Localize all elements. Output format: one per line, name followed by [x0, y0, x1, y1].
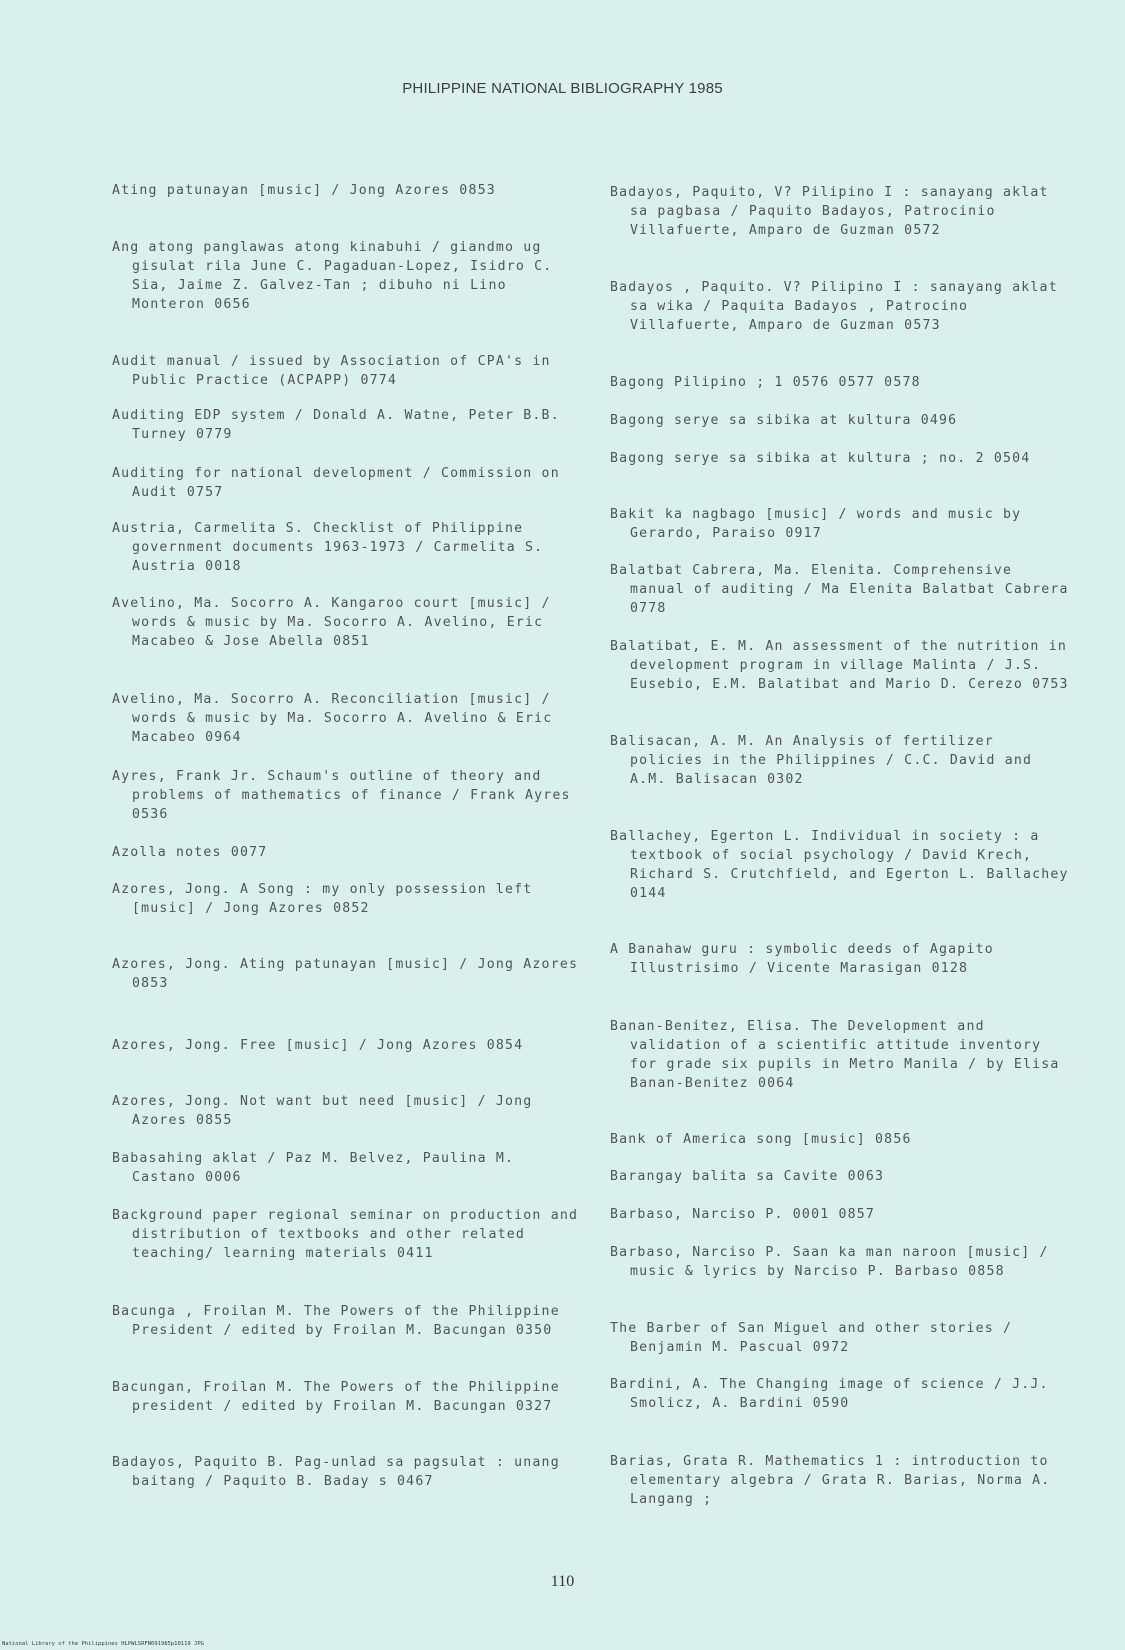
bibliography-entry: A Banahaw guru : symbolic deeds of Agapito Illustrisimo / Vicente Marasigan 0128: [610, 942, 994, 976]
bibliography-entry: Balatbat Cabrera, Ma. Elenita. Comprehensive manual of auditing / Ma Elenita Balatbat Cabrera 0778: [610, 563, 1069, 616]
bibliography-entry: Azores, Jong. A Song : my only possession left [music] / Jong Azores 0852: [112, 882, 533, 916]
bibliography-entry: Badayos, Paquito, V? Pilipino I : sanayang aklat sa pagbasa / Paquito Badayos, Patrocinio Villafuerte, Amparo de Guzman 0572: [610, 185, 1049, 238]
bibliography-entry: Bacunga , Froilan M. The Powers of the Philippine President / edited by Froilan M. Bacungan 0350: [112, 1304, 560, 1338]
bibliography-entry: Austria, Carmelita S. Checklist of Philippine government documents 1963-1973 / Carmelita S. Austria 0018: [112, 521, 544, 574]
bibliography-entry: Azores, Jong. Ating patunayan [music] / Jong Azores 0853: [112, 957, 579, 991]
bibliography-entry: Bagong serye sa sibika at kultura 0496: [610, 413, 958, 428]
bibliography-entry: Bank of America song [music] 0856: [610, 1132, 912, 1147]
bibliography-entry: Auditing for national development / Commission on Audit 0757: [112, 466, 560, 500]
footer-note: National Library of the Philippines HLPWLSRFN091985p10119 JPG: [2, 1641, 204, 1647]
bibliography-entry: Barbaso, Narciso P. 0001 0857: [610, 1207, 876, 1222]
bibliography-entry: Bardini, A. The Changing image of science / J.J. Smolicz, A. Bardini 0590: [610, 1377, 1049, 1411]
bibliography-entry: Balisacan, A. M. An Analysis of fertilizer policies in the Philippines / C.C. David and A.M. Balisacan 0302: [610, 734, 1033, 787]
bibliography-entry: Ayres, Frank Jr. Schaum's outline of theory and problems of mathematics of finance / Frank Ayres 0536: [112, 769, 571, 822]
bibliography-entry: Barangay balita sa Cavite 0063: [610, 1169, 885, 1184]
bibliography-entry: Barbaso, Narciso P. Saan ka man naroon [music] / music & lyrics by Narciso P. Barbaso 0858: [610, 1245, 1049, 1279]
page-number: 110: [550, 1573, 575, 1590]
bibliography-entry: Badayos , Paquito. V? Pilipino I : sanayang aklat sa wika / Paquita Badayos , Patrocino Villafuerte, Amparo de Guzman 0573: [610, 280, 1058, 333]
bibliography-entry: Bagong Pilipino ; 1 0576 0577 0578: [610, 375, 921, 390]
bibliography-entry: Bagong serye sa sibika at kultura ; no. 2 0504: [610, 451, 1031, 466]
bibliography-entry: Ballachey, Egerton L. Individual in society : a textbook of social psychology / David Krech, Richard S. Crutchfield, and Egerton L. Ballachey 0144: [610, 829, 1069, 901]
bibliography-entry: Avelino, Ma. Socorro A. Kangaroo court [music] / words & music by Ma. Socorro A. Avelino, Eric Macabeo & Jose Abella 0851: [112, 596, 551, 649]
bibliography-entry: Avelino, Ma. Socorro A. Reconciliation [music] / words & music by Ma. Socorro A. Avelino & Eric Macabeo 0964: [112, 692, 553, 745]
bibliography-entry: Azores, Jong. Not want but need [music] / Jong Azores 0855: [112, 1094, 533, 1128]
bibliography-entry: Audit manual / issued by Association of CPA's in Public Practice (ACPAPP) 0774: [112, 354, 551, 388]
bibliography-entry: Ating patunayan [music] / Jong Azores 0853: [112, 183, 496, 198]
bibliography-entry: Banan-Benitez, Elisa. The Development and validation of a scientific attitude inventory for grade six pupils in Metro Manila / by Elisa Banan-Benitez 0064: [610, 1019, 1060, 1091]
bibliography-entry: Background paper regional seminar on production and distribution of textbooks and other related teaching/ learning materials 0411: [112, 1208, 579, 1261]
bibliography-entry: Azores, Jong. Free [music] / Jong Azores 0854: [112, 1038, 524, 1053]
bibliography-entry: Ang atong panglawas atong kinabuhi / giandmo ug gisulat rila June C. Pagaduan-Lopez, Isidro C. Sia, Jaime Z. Galvez-Tan ; dibuho ni Lino Monteron 0656: [112, 240, 553, 312]
bibliography-entry: The Barber of San Miguel and other stories / Benjamin M. Pascual 0972: [610, 1321, 1013, 1355]
bibliography-entry: Azolla notes 0077: [112, 845, 268, 860]
bibliography-entry: Auditing EDP system / Donald A. Watne, Peter B.B. Turney 0779: [112, 408, 560, 442]
bibliography-entry: Barias, Grata R. Mathematics 1 : introduction to elementary algebra / Grata R. Barias, Norma A. Langang ;: [610, 1454, 1051, 1507]
bibliography-entry: Babasahing aklat / Paz M. Belvez, Paulina M. Castano 0006: [112, 1151, 515, 1185]
bibliography-entry: Bakit ka nagbago [music] / words and music by Gerardo, Paraiso 0917: [610, 507, 1022, 541]
bibliography-entry: Bacungan, Froilan M. The Powers of the Philippine president / edited by Froilan M. Bacungan 0327: [112, 1380, 560, 1414]
bibliography-entry: Balatibat, E. M. An assessment of the nutrition in development program in village Malinta / J.S. Eusebio, E.M. Balatibat and Mario D. Cerezo 0753: [610, 639, 1069, 692]
page-title: PHILIPPINE NATIONAL BIBLIOGRAPHY 1985: [402, 80, 723, 97]
bibliography-entry: Badayos, Paquito B. Pag-unlad sa pagsulat : unang baitang / Paquito B. Baday s 0467: [112, 1455, 560, 1489]
